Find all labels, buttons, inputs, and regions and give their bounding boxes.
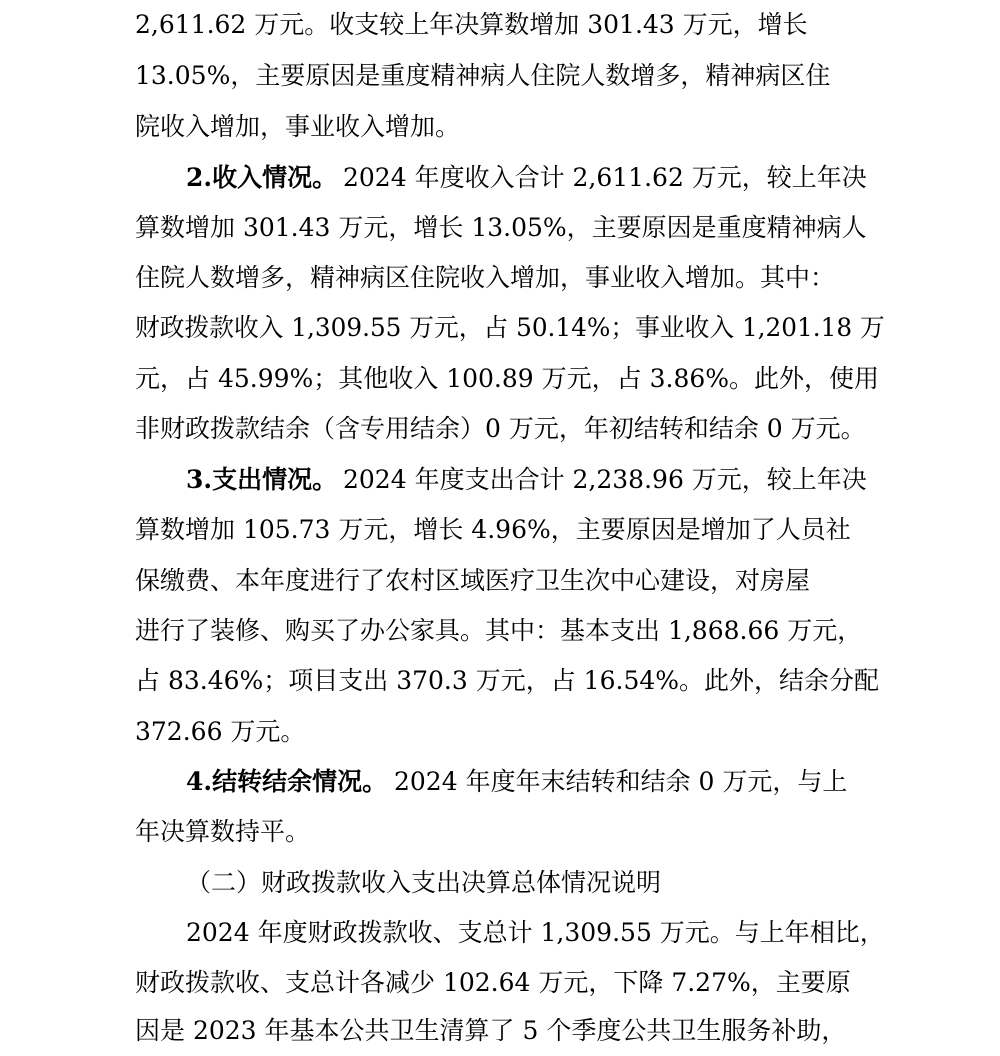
section-heading: 4.结转结余情况。	[186, 767, 388, 796]
section-heading: 2.收入情况。	[186, 163, 338, 192]
text-line	[0, 153, 1000, 203]
text-line	[0, 858, 1000, 908]
paragraph-text: 2024 年度收入合计 2,611.62 万元，较上年决	[343, 163, 867, 192]
text-line	[0, 757, 1000, 807]
text-line	[0, 707, 1000, 757]
paragraph-text: 占 83.46%；项目支出 370.3 万元，占 16.54%。此外，结余分配	[135, 666, 880, 695]
text-line	[0, 807, 1000, 857]
text-line	[0, 0, 1000, 50]
paragraph-text: 372.66 万元。	[135, 717, 306, 746]
subsection-heading: （二）财政拨款收入支出决算总体情况说明	[186, 868, 662, 897]
text-line	[0, 556, 1000, 606]
paragraph-text: 非财政拨款结余（含专用结余）0 万元，年初结转和结余 0 万元。	[135, 414, 866, 443]
paragraph-text: 2024 年度年末结转和结余 0 万元，与上	[394, 767, 848, 796]
text-line	[0, 51, 1000, 101]
text-line	[0, 203, 1000, 253]
paragraph-text: 元，占 45.99%；其他收入 100.89 万元，占 3.86%。此外，使用	[135, 364, 880, 393]
text-line	[0, 102, 1000, 152]
paragraph-text: 年决算数持平。	[135, 817, 311, 846]
paragraph-text: 算数增加 301.43 万元，增长 13.05%，主要原因是重度精神病人	[135, 213, 867, 242]
text-line	[0, 606, 1000, 656]
paragraph-text: 进行了装修、购买了办公家具。其中：基本支出 1,868.66 万元，	[135, 616, 863, 645]
text-line	[0, 505, 1000, 555]
paragraph-text: 2024 年度财政拨款收、支总计 1,309.55 万元。与上年相比，	[186, 918, 885, 947]
text-line	[0, 354, 1000, 404]
text-line	[0, 303, 1000, 353]
text-line	[0, 656, 1000, 706]
text-line	[0, 253, 1000, 303]
paragraph-text: 财政拨款收入 1,309.55 万元，占 50.14%；事业收入 1,201.18 万	[135, 313, 885, 342]
section-heading: 3.支出情况。	[186, 465, 338, 494]
paragraph-text: 2,611.62 万元。收支较上年决算数增加 301.43 万元，增长	[135, 10, 808, 39]
text-line	[0, 455, 1000, 505]
paragraph-text: 算数增加 105.73 万元，增长 4.96%，主要原因是增加了人员社	[135, 515, 851, 544]
text-line	[0, 1006, 1000, 1056]
text-line	[0, 958, 1000, 1008]
paragraph-text: 财政拨款收、支总计各减少 102.64 万元，下降 7.27%，主要原	[135, 968, 851, 997]
paragraph-text: 保缴费、本年度进行了农村区域医疗卫生次中心建设，对房屋	[135, 566, 811, 595]
paragraph-text: 13.05%，主要原因是重度精神病人住院人数增多，精神病区住	[135, 61, 831, 90]
text-line	[0, 404, 1000, 454]
paragraph-text: 2024 年度支出合计 2,238.96 万元，较上年决	[343, 465, 867, 494]
paragraph-text: 因是 2023 年基本公共卫生清算了 5 个季度公共卫生服务补助，	[135, 1016, 847, 1045]
paragraph-text: 住院人数增多，精神病区住院收入增加，事业收入增加。其中：	[135, 263, 836, 292]
paragraph-text: 院收入增加，事业收入增加。	[135, 112, 461, 141]
text-line	[0, 908, 1000, 958]
